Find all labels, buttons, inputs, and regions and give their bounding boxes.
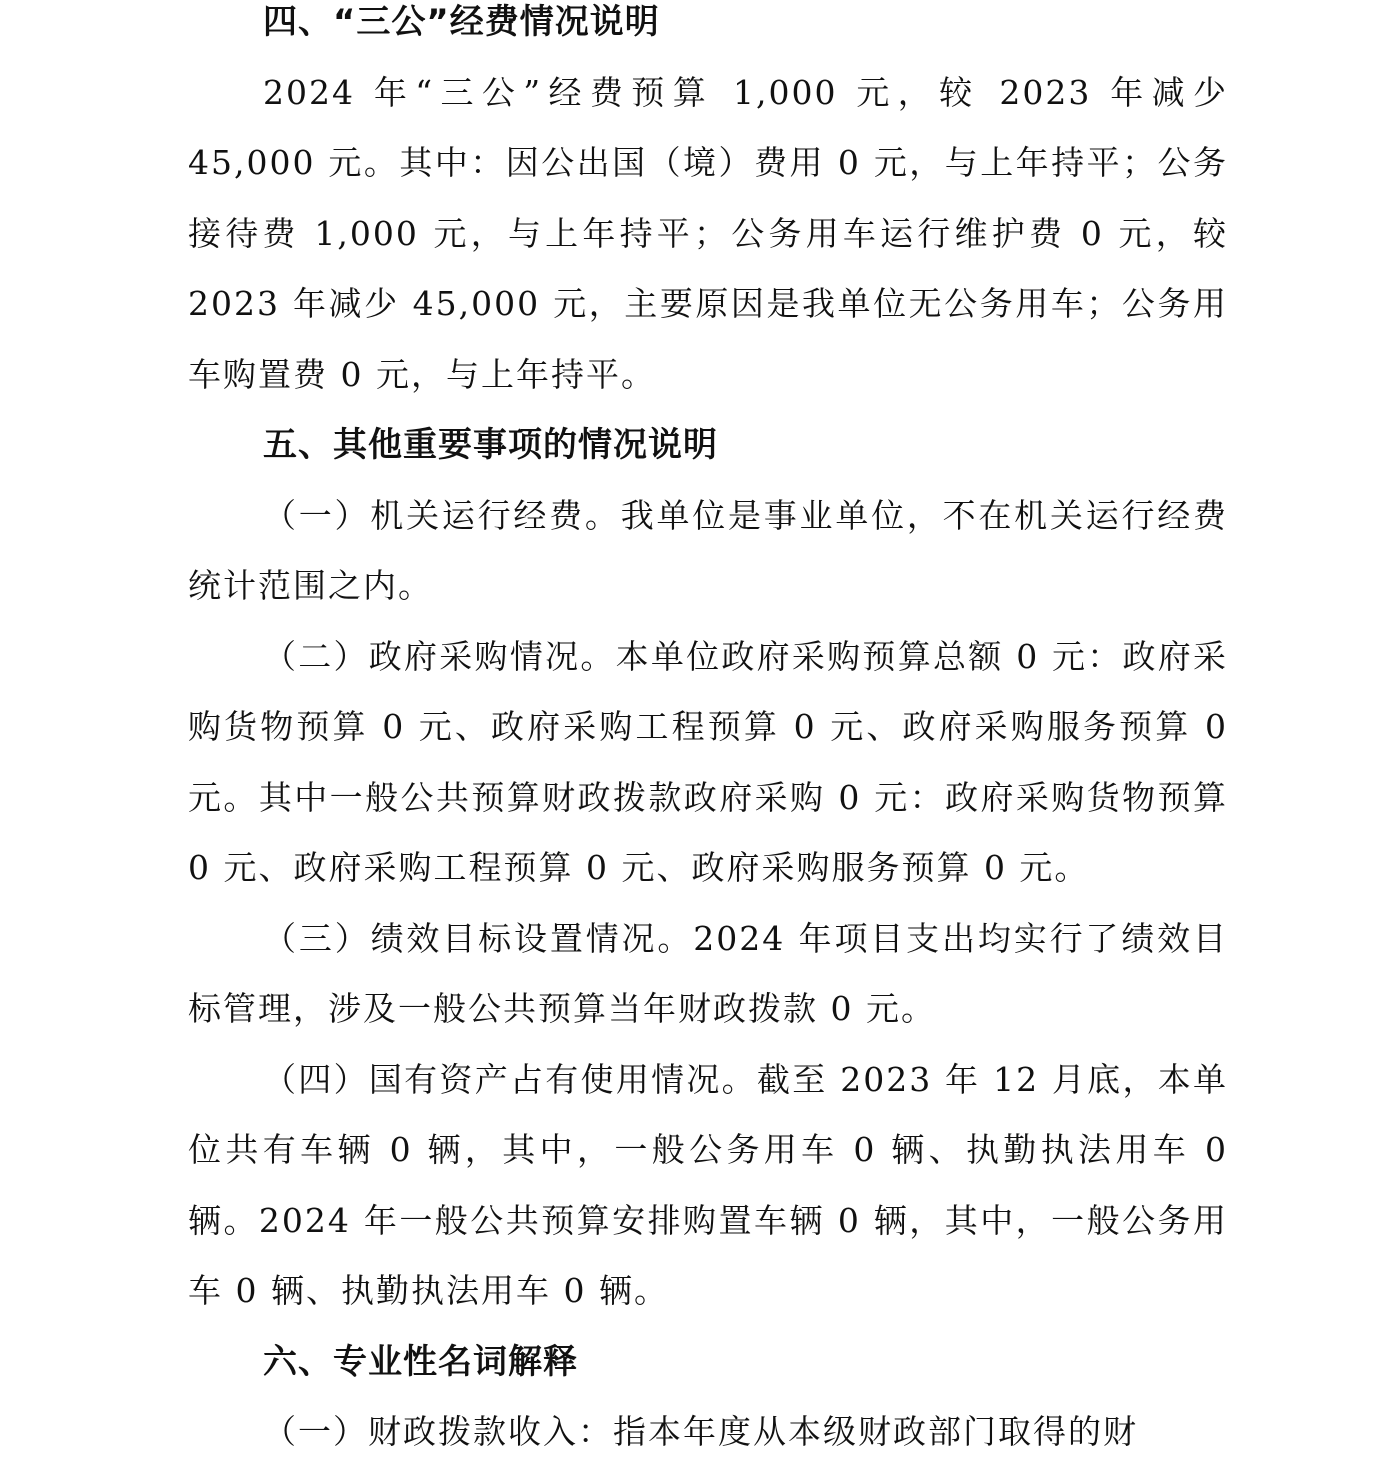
item-text: 我单位是事业单位，不在机关运行经费统计范围之内。 <box>188 495 1229 605</box>
section-heading-terms: 六、专业性名词解释 <box>263 1341 578 1382</box>
paragraph-state-assets <box>188 1045 1228 1327</box>
item-lead: （一）机关运行经费。 <box>263 495 621 535</box>
item-text: 本单位政府采购预算总额 0 元：政府采购货物预算 0 元、政府采购工程预算 0 元、政府采购服务预算 0 元。其中一般公共预算财政拨款政府采购 0 元：政府采购货物预算 0 元、政府采购工程预算 0 元、政府采购服务预算 0 元。 <box>188 636 1229 887</box>
document-page <box>188 0 1228 1468</box>
paragraph-performance-targets <box>188 904 1228 1045</box>
item-text: 截至 2023 年 12 月底，本单位共有车辆 0 辆，其中，一般公务用车 0 辆、执勤执法用车 0 辆。2024 年一般公共预算安排购置车辆 0 辆，其中，一般公务用车 0 辆、执勤执法用车 0 辆。 <box>188 1059 1229 1310</box>
paragraph-fiscal-appropriation <box>188 1397 1228 1468</box>
paragraph-procurement <box>188 622 1228 904</box>
item-text: 2024 年项目支出均实行了绩效目标管理，涉及一般公共预算当年财政拨款 0 元。 <box>188 918 1228 1028</box>
item-lead: （三）绩效目标设置情况。 <box>263 918 694 958</box>
paragraph-sanggong: 2024 年“三公”经费预算 1,000 元，较 2023 年减少 45,000 元。其中：因公出国（境）费用 0 元，与上年持平；公务接待费 1,000 元，与上年持平；公务用车运行维护费 0 元，较 2023 年减少 45,000 元，主要原因是我单位无公务用车；公务用车购置费 0 元，与上年持平。 <box>188 72 1228 394</box>
item-text: 指本年度从本级财政部门取得的财 <box>613 1412 1138 1451</box>
section-heading-other-matters: 五、其他重要事项的情况说明 <box>263 425 718 465</box>
item-lead: （四）国有资产占有使用情况。 <box>263 1059 757 1099</box>
section-heading-sanggong: 四、“三公”经费情况说明 <box>263 2 660 42</box>
item-lead: （一）财政拨款收入： <box>263 1412 613 1451</box>
paragraph-operating-expenses <box>188 481 1228 622</box>
item-lead: （二）政府采购情况。 <box>263 636 616 676</box>
